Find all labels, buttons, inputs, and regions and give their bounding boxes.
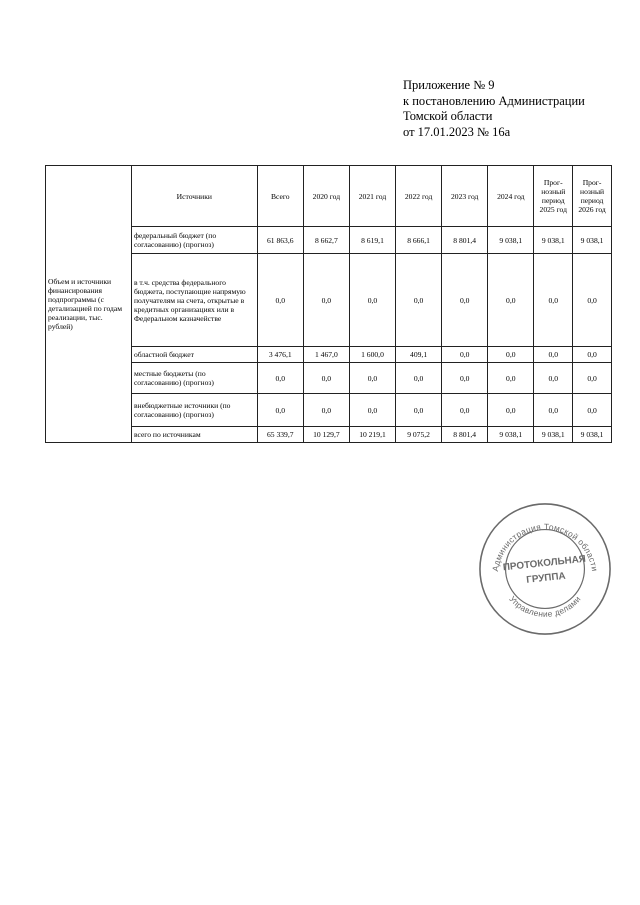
stamp-center-line1: ПРОТОКОЛЬНАЯ	[502, 553, 587, 574]
value-cell: 0,0	[534, 254, 573, 347]
source-cell: местные бюджеты (по согласованию) (прогноз)	[131, 363, 257, 394]
table-header-row	[46, 166, 612, 227]
value-cell: 9 038,1	[488, 427, 534, 443]
header-cell: 2022 год	[396, 166, 442, 227]
source-cell: областной бюджет	[131, 347, 257, 363]
header-line-region: Томской области	[403, 109, 493, 123]
value-cell: 0,0	[303, 363, 349, 394]
value-cell: 0,0	[396, 394, 442, 427]
header-cell: Источники	[131, 166, 257, 227]
value-cell: 9 038,1	[534, 227, 573, 254]
value-cell: 0,0	[488, 347, 534, 363]
value-cell: 8 801,4	[442, 227, 488, 254]
stamp-top-text: Администрация Томской области	[489, 521, 601, 573]
value-cell: 0,0	[396, 363, 442, 394]
value-cell: 1 467,0	[303, 347, 349, 363]
value-cell: 61 863,6	[257, 227, 303, 254]
value-cell: 409,1	[396, 347, 442, 363]
value-cell: 10 129,7	[303, 427, 349, 443]
value-cell: 1 600,0	[349, 347, 395, 363]
financing-table	[45, 165, 612, 443]
source-cell: внебюджетные источники (по согласованию) (прогноз)	[131, 394, 257, 427]
value-cell: 8 619,1	[349, 227, 395, 254]
header-cell: 2021 год	[349, 166, 395, 227]
source-cell: федеральный бюджет (по согласованию) (прогноз)	[131, 227, 257, 254]
value-cell: 0,0	[442, 254, 488, 347]
value-cell: 9 038,1	[488, 227, 534, 254]
value-cell: 0,0	[257, 254, 303, 347]
value-cell: 0,0	[573, 347, 612, 363]
stamp-bottom-text: Управление делами	[507, 593, 583, 619]
official-stamp	[476, 500, 614, 638]
value-cell: 0,0	[573, 363, 612, 394]
value-cell: 0,0	[442, 347, 488, 363]
value-cell: 0,0	[488, 394, 534, 427]
value-cell: 0,0	[488, 363, 534, 394]
value-cell: 0,0	[534, 394, 573, 427]
value-cell: 0,0	[573, 254, 612, 347]
header-line-resolution: к постановлению Администрации	[403, 93, 585, 108]
stamp-center-line2: ГРУППА	[525, 570, 567, 586]
value-cell: 0,0	[488, 254, 534, 347]
header-cell: Всего	[257, 166, 303, 227]
header-cell: 2020 год	[303, 166, 349, 227]
value-cell: 0,0	[573, 394, 612, 427]
source-cell: в т.ч. средства федерального бюджета, поступающие напрямую получателям на счета, открытые в кредитных организациях или в Федеральном казначействе	[131, 254, 257, 347]
value-cell: 0,0	[257, 394, 303, 427]
header-line-date: от 17.01.2023 № 16а	[403, 124, 511, 139]
header-cell: Прог-нозный период 2025 год	[534, 166, 573, 227]
value-cell: 0,0	[257, 363, 303, 394]
value-cell: 3 476,1	[257, 347, 303, 363]
row-label-cell: Объем и источники финансирования подпрограммы (с детализацией по годам реализации, тыс. рублей)	[46, 166, 132, 443]
header-line-appendix: Приложение № 9	[403, 78, 495, 92]
value-cell: 9 038,1	[534, 427, 573, 443]
source-cell: всего по источникам	[131, 427, 257, 443]
document-header	[403, 78, 633, 140]
value-cell: 0,0	[349, 394, 395, 427]
value-cell: 8 662,7	[303, 227, 349, 254]
value-cell: 0,0	[442, 363, 488, 394]
value-cell: 0,0	[303, 254, 349, 347]
value-cell: 8 666,1	[396, 227, 442, 254]
value-cell: 0,0	[303, 394, 349, 427]
header-cell: 2024 год	[488, 166, 534, 227]
header-cell: 2023 год	[442, 166, 488, 227]
header-cell: Прог-нозный период 2026 год	[573, 166, 612, 227]
value-cell: 0,0	[534, 347, 573, 363]
value-cell: 0,0	[396, 254, 442, 347]
value-cell: 9 075,2	[396, 427, 442, 443]
value-cell: 8 801,4	[442, 427, 488, 443]
value-cell: 0,0	[534, 363, 573, 394]
value-cell: 0,0	[349, 363, 395, 394]
value-cell: 0,0	[442, 394, 488, 427]
value-cell: 0,0	[349, 254, 395, 347]
value-cell: 10 219,1	[349, 427, 395, 443]
value-cell: 9 038,1	[573, 427, 612, 443]
value-cell: 65 339,7	[257, 427, 303, 443]
value-cell: 9 038,1	[573, 227, 612, 254]
